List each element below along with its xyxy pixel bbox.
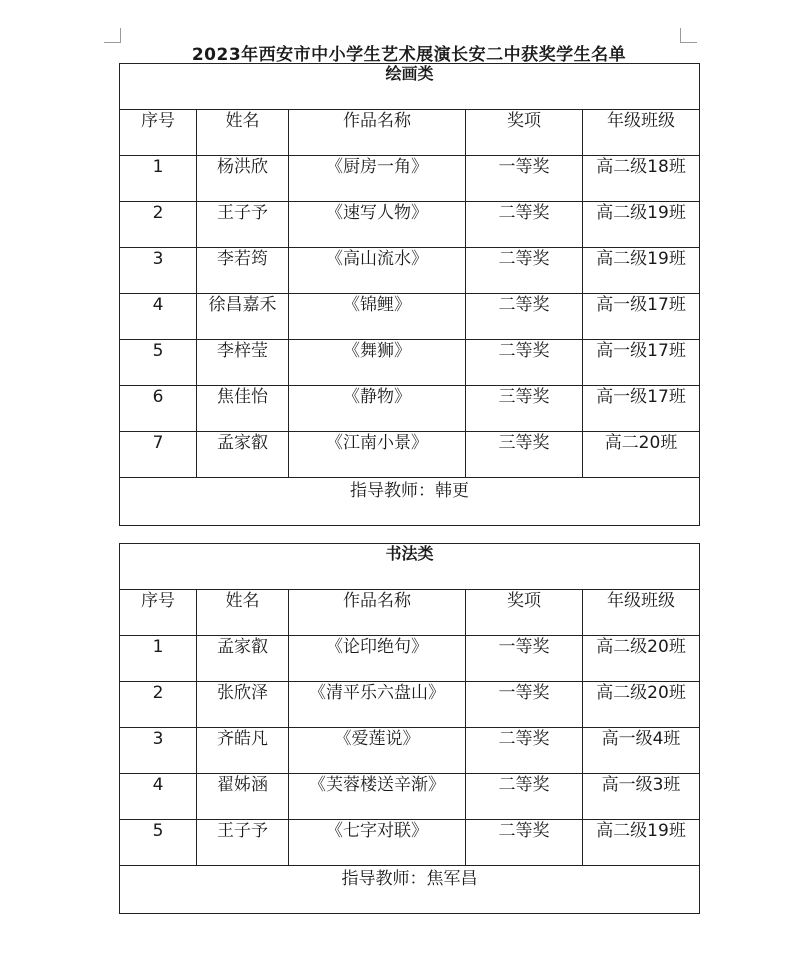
calligraphy-award-table [119,543,700,914]
grade-class: 高二级19班 [583,202,700,248]
table-row [120,294,700,340]
work-title: 《芙蓉楼送辛渐》 [289,774,466,820]
row-index: 3 [120,728,197,774]
work-title: 《江南小景》 [289,432,466,478]
award-level: 二等奖 [466,294,583,340]
header-row [120,110,700,156]
award-level: 一等奖 [466,636,583,682]
award-level: 三等奖 [466,432,583,478]
award-level: 一等奖 [466,156,583,202]
crop-mark-top-left [104,28,121,43]
student-name: 孟家叡 [197,432,289,478]
row-index: 1 [120,636,197,682]
work-title: 《厨房一角》 [289,156,466,202]
student-name: 杨洪欣 [197,156,289,202]
painting-award-table [119,63,700,526]
row-index: 5 [120,820,197,866]
instructor-note: 指导教师：焦军昌 [120,866,700,914]
table-row [120,386,700,432]
header-cell-class: 年级班级 [583,590,700,636]
header-cell-name: 姓名 [197,110,289,156]
table-row [120,728,700,774]
table-row [120,340,700,386]
work-title: 《锦鲤》 [289,294,466,340]
grade-class: 高一级17班 [583,386,700,432]
work-title: 《清平乐六盘山》 [289,682,466,728]
header-cell-index: 序号 [120,590,197,636]
work-title: 《高山流水》 [289,248,466,294]
award-level: 二等奖 [466,774,583,820]
table-row [120,432,700,478]
header-row [120,590,700,636]
work-title: 《舞狮》 [289,340,466,386]
grade-class: 高二级19班 [583,820,700,866]
award-level: 三等奖 [466,386,583,432]
award-level: 二等奖 [466,820,583,866]
student-name: 孟家叡 [197,636,289,682]
award-level: 二等奖 [466,248,583,294]
table-row [120,820,700,866]
instructor-note: 指导教师：韩更 [120,478,700,526]
header-cell-award: 奖项 [466,110,583,156]
student-name: 翟姊涵 [197,774,289,820]
table-row [120,774,700,820]
header-cell-class: 年级班级 [583,110,700,156]
row-index: 5 [120,340,197,386]
row-index: 7 [120,432,197,478]
student-name: 王子予 [197,820,289,866]
grade-class: 高一级4班 [583,728,700,774]
header-cell-work: 作品名称 [289,590,466,636]
work-title: 《论印绝句》 [289,636,466,682]
row-index: 2 [120,682,197,728]
table-row [120,248,700,294]
header-cell-index: 序号 [120,110,197,156]
document-title: 2023年西安市中小学生艺术展演长安二中获奖学生名单 [191,45,627,65]
grade-class: 高二级20班 [583,636,700,682]
grade-class: 高二级19班 [583,248,700,294]
grade-class: 高一级17班 [583,294,700,340]
header-cell-award: 奖项 [466,590,583,636]
table-row [120,682,700,728]
row-index: 4 [120,294,197,340]
table-row [120,156,700,202]
grade-class: 高一级3班 [583,774,700,820]
table-row [120,202,700,248]
student-name: 李若筠 [197,248,289,294]
grade-class: 高一级17班 [583,340,700,386]
work-title: 《爱莲说》 [289,728,466,774]
table-row [120,636,700,682]
student-name: 张欣泽 [197,682,289,728]
student-name: 王子予 [197,202,289,248]
grade-class: 高二级18班 [583,156,700,202]
row-index: 2 [120,202,197,248]
grade-class: 高二20班 [583,432,700,478]
student-name: 徐昌嘉禾 [197,294,289,340]
row-index: 3 [120,248,197,294]
header-cell-name: 姓名 [197,590,289,636]
award-level: 二等奖 [466,202,583,248]
grade-class: 高二级20班 [583,682,700,728]
work-title: 《七字对联》 [289,820,466,866]
award-level: 二等奖 [466,728,583,774]
work-title: 《速写人物》 [289,202,466,248]
student-name: 李梓莹 [197,340,289,386]
row-index: 4 [120,774,197,820]
award-level: 二等奖 [466,340,583,386]
category-title: 绘画类 [120,64,700,110]
row-index: 6 [120,386,197,432]
student-name: 齐皓凡 [197,728,289,774]
work-title: 《静物》 [289,386,466,432]
student-name: 焦佳怡 [197,386,289,432]
row-index: 1 [120,156,197,202]
header-cell-work: 作品名称 [289,110,466,156]
award-level: 一等奖 [466,682,583,728]
category-title: 书法类 [120,544,700,590]
